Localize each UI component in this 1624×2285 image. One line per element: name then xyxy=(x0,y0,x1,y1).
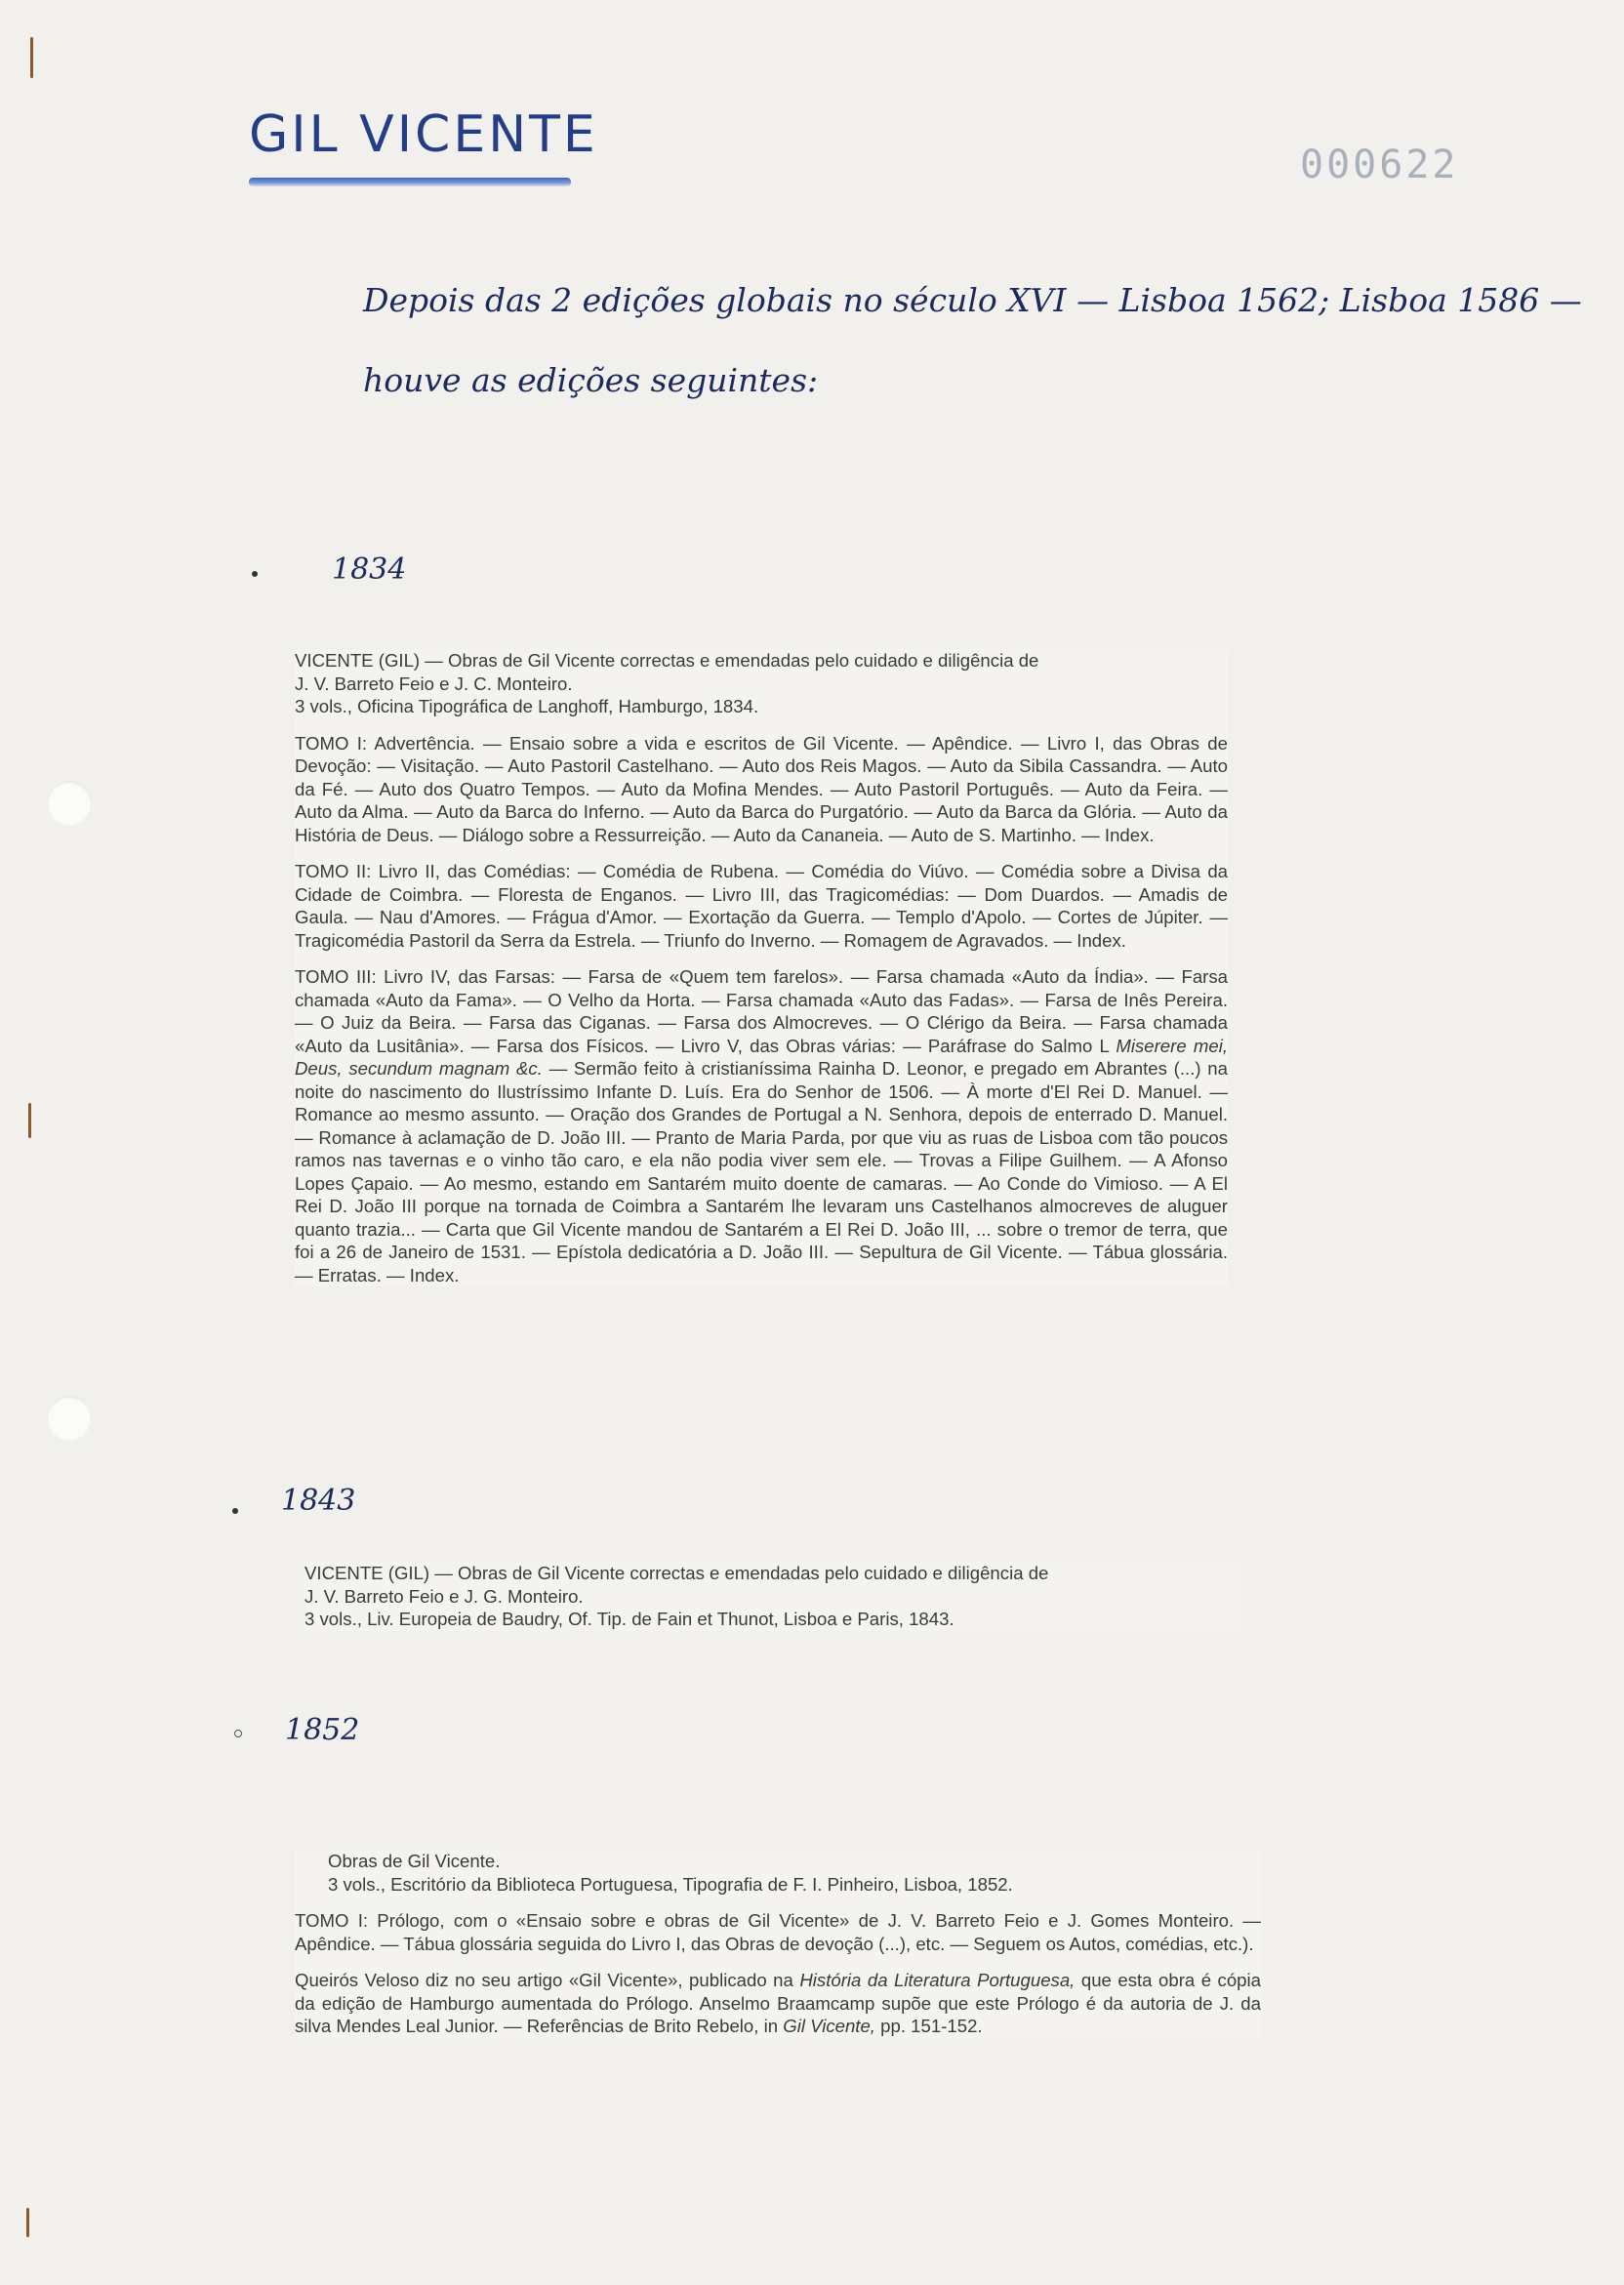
year-label: 1852 xyxy=(285,1713,360,1747)
entry-line: Obras de Gil Vicente. xyxy=(328,1851,501,1871)
entry-line: 3 vols., Liv. Europeia de Baudry, Of. Tip. de Fain et Thunot, Lisboa e Paris, 1843. xyxy=(304,1609,954,1629)
author-heading: GIL VICENTE xyxy=(249,105,598,164)
punch-hole xyxy=(47,781,92,826)
margin-mark xyxy=(30,37,33,78)
bibliographic-entry-1834 xyxy=(295,649,1228,1286)
handwritten-note-line: houve as edições seguintes: xyxy=(363,361,819,399)
volume-contents: TOMO II: Livro II, das Comédias: — Comédia de Rubena. — Comédia do Viúvo. — Comédia sobre a Divisa da Cidade de Coimbra. — Floresta de Enganos. — Livro III, das Tragicomédias: — Dom Duardos. — Amadis de Gaula. — Nau d'Amores. — Frágua d'Amor. — Exortação da Guerra. — Templo d'Apolo. — Cortes de Júpiter. — Tragicomédia Pastoril da Serra da Estrela. — Triunfo do Inverno. — Romagem de Agravados. — Index. xyxy=(295,861,1228,951)
text-run: pp. 151-152. xyxy=(880,2016,983,2036)
volume-contents: TOMO I: Prólogo, com o «Ensaio sobre e obras de Gil Vicente» de J. V. Barreto Feio e J. Gomes Monteiro. — Apêndice. — Tábua glossária seguida do Livro I, das Obras de devoção (...), etc. — Seguem os Autos, comédias, etc.). xyxy=(295,1910,1261,1954)
entry-line: 3 vols., Escritório da Biblioteca Portuguesa, Tipografia de F. I. Pinheiro, Lisboa, 1852. xyxy=(328,1873,1013,1895)
latin-title: Miserere mei, Deus, secundum magnam &c. xyxy=(295,1035,1228,1079)
heading-underline xyxy=(249,178,571,186)
text-run: — Sermão feito à cristianíssima Rainha D. Leonor, e pregado em Abrantes (...) na noite do nascimento do Ilustríssimo Infante D. Luís. Era do Senhor de 1506. — À morte d'El Rei D. Manuel. — Romance ao mesmo assunto. — Oração dos Grandes de Portugal a N. Senhora, depois de enterrado D. Manuel. — Romance à aclamação de D. João III. — Pranto de Maria Parda, por que viu as ruas de Lisboa com tão poucos ramos nas tavernas e o vinho tão caro, e ela não podia viver sem ele. — Trovas a Filipe Guilhem. — A Afonso Lopes Çapaio. — Ao mesmo, estando em Santarém muito doente de camaras. — Ao Conde do Vimioso. — A El Rei D. João III porque na tornada de Coimbra a Santarém lhe levaram uns Castelhanos almocreves de aluguer quanto trazia... — Carta que Gil Vicente mandou de Santarém a El Rei D. João III, ... sobre o tremor de terra, que foi a 26 de Janeiro de 1531. — Epístola dedicatória a D. João III. — Sepultura de Gil Vicente. — Tábua glossária. — Erratas. — Index. xyxy=(295,1058,1228,1285)
entry-line: J. V. Barreto Feio e J. G. Monteiro. xyxy=(304,1585,584,1607)
book-title: História da Literatura Portuguesa, xyxy=(799,1970,1076,1990)
margin-mark xyxy=(26,2208,29,2237)
bullet-dot xyxy=(232,1508,238,1514)
text-run: que esta obra é cópia da edição de Hamburgo aumentada do Prólogo. Anselmo Braamcamp supõe que este Prólogo é da autoria de J. da silva Mendes Leal Junior. — Referências de Brito Rebelo, in xyxy=(295,1970,1261,2036)
margin-mark xyxy=(28,1103,31,1138)
punch-hole xyxy=(47,1396,92,1441)
bibliographic-note xyxy=(295,1969,1261,2038)
book-title: Gil Vicente, xyxy=(783,2016,875,2036)
text-run: Queirós Veloso diz no seu artigo «Gil Vicente», publicado na xyxy=(295,1970,793,1990)
handwritten-note-line: Depois das 2 edições globais no século XVI — Lisboa 1562; Lisboa 1586 — xyxy=(363,281,1582,319)
year-label: 1834 xyxy=(332,552,407,587)
bibliographic-entry-1852 xyxy=(295,1850,1261,2038)
entry-line: J. V. Barreto Feio e J. C. Monteiro. xyxy=(295,673,573,694)
bullet-dot xyxy=(252,571,258,577)
volume-contents: TOMO I: Advertência. — Ensaio sobre a vida e escritos de Gil Vicente. — Apêndice. — Livro I, das Obras de Devoção: — Visitação. — Auto Pastoril Castelhano. — Auto dos Reis Magos. — Auto da Sibila Cassandra. — Auto da Fé. — Auto dos Quatro Tempos. — Auto da Mofina Mendes. — Auto Pastoril Português. — Auto da Feira. — Auto da Alma. — Auto da Barca do Inferno. — Auto da Barca do Purgatório. — Auto da Barca da Glória. — Auto da História de Deus. — Diálogo sobre a Ressurreição. — Auto da Cananeia. — Auto de S. Martinho. — Index. xyxy=(295,732,1228,845)
bullet-dot xyxy=(234,1730,242,1737)
entry-line: VICENTE (GIL) — Obras de Gil Vicente correctas e emendadas pelo cuidado e diligência de xyxy=(295,650,1039,671)
year-label: 1843 xyxy=(281,1484,356,1518)
entry-line: 3 vols., Oficina Tipográfica de Langhoff, Hamburgo, 1834. xyxy=(295,696,759,716)
text-run: TOMO III: Livro IV, das Farsas: — Farsa de «Quem tem farelos». — Farsa chamada «Auto da Índia». — Farsa chamada «Auto da Fama». — O Velho da Horta. — Farsa chamada «Auto das Fadas». — Farsa de Inês Pereira. — O Juiz da Beira. — Farsa das Ciganas. — Farsa dos Almocreves. — O Clérigo da Beira. — Farsa chamada «Auto da Lusitânia». — Farsa dos Físicos. — Livro V, das Obras várias: — Paráfrase do Salmo L xyxy=(295,966,1228,1056)
volume-contents xyxy=(295,965,1228,1286)
entry-line: VICENTE (GIL) — Obras de Gil Vicente correctas e emendadas pelo cuidado e diligência de xyxy=(304,1563,1049,1583)
reference-number: 000622 xyxy=(1300,143,1459,187)
bibliographic-entry-1843 xyxy=(304,1562,1241,1631)
